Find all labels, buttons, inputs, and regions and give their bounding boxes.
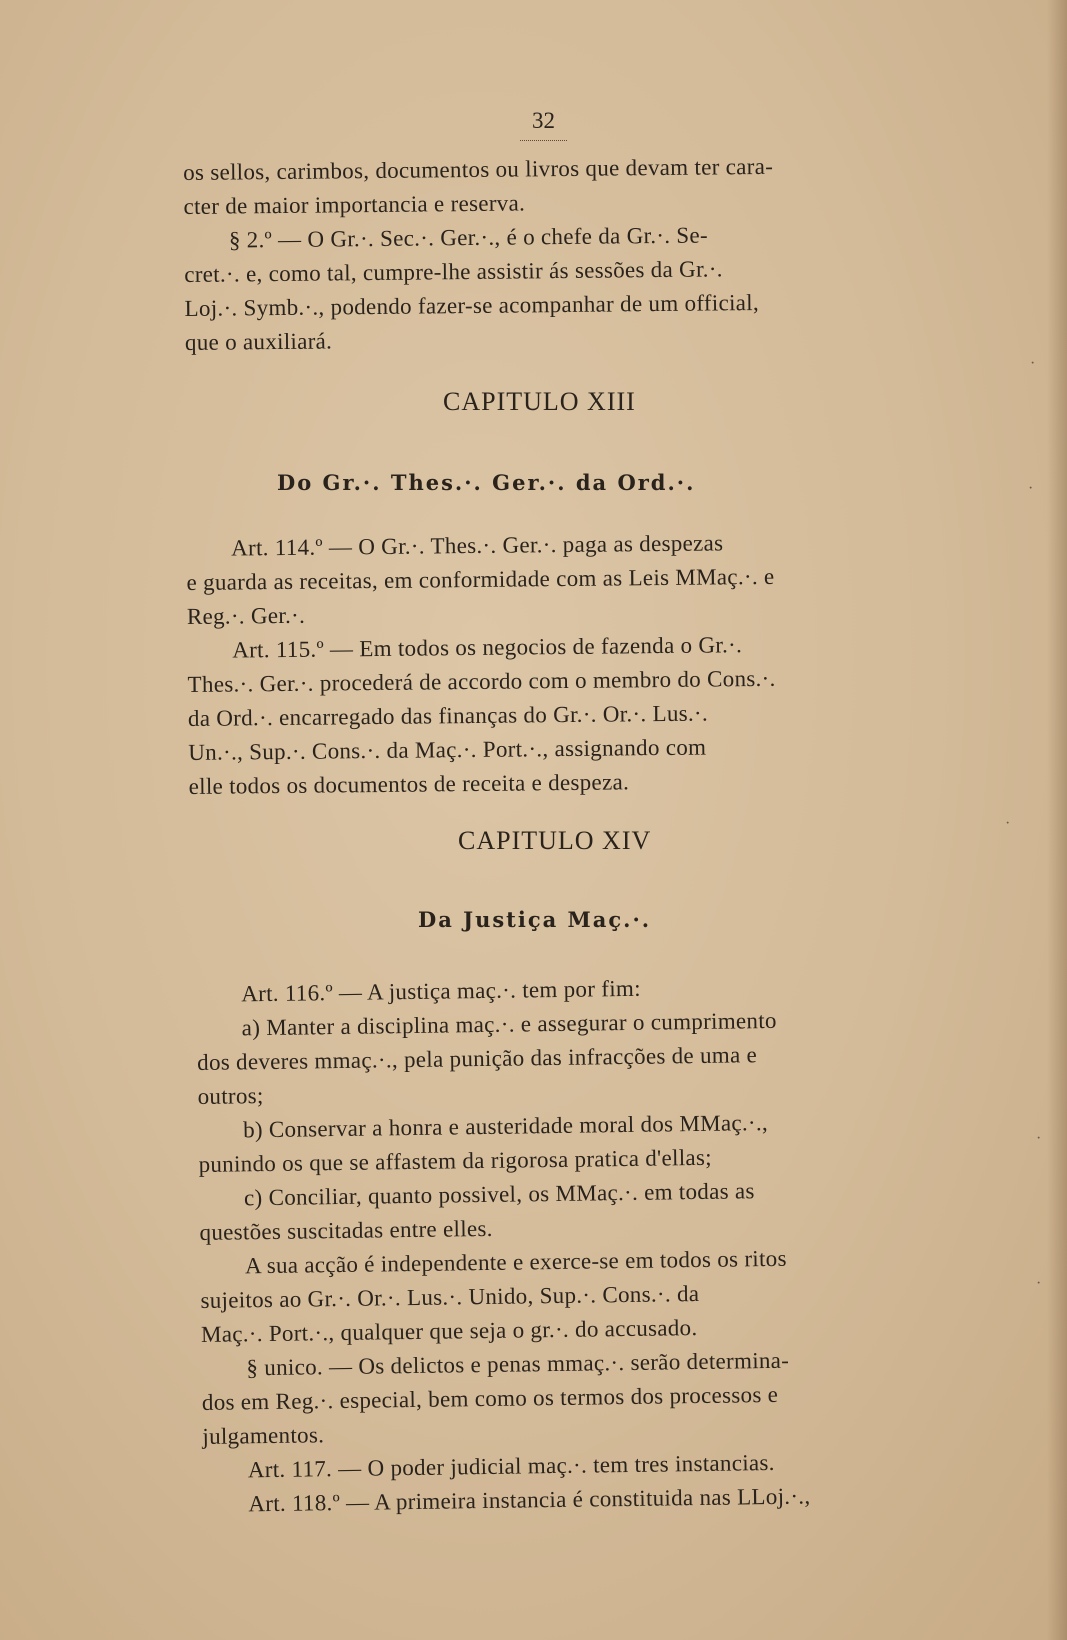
text-line: § unico. — Os delictos e penas mmaç.·. serão determina-	[246, 1347, 790, 1381]
chapter-subheading: Da Justiça Maç.·.	[418, 907, 652, 932]
margin-ink-mark: ·	[1030, 355, 1036, 372]
text-line: Maç.·. Port.·., qualquer que seja o gr.·. do accusado.	[200, 1315, 698, 1347]
text-line: dos deveres mmaç.·., pela punição das infracções de uma e	[197, 1042, 758, 1075]
text-line: Art. 117. — O poder judicial maç.·. tem tres instancias.	[247, 1449, 775, 1483]
text-line: os sellos, carimbos, documentos ou livros que devam ter cara-	[183, 153, 774, 185]
text-line: que o auxiliará.	[184, 328, 333, 355]
text-line: e guarda as receitas, em conformidade com as Leis MMaç.·. e	[186, 563, 775, 595]
chapter-heading: CAPITULO XIV	[458, 826, 652, 855]
text-line: cret.·. e, como tal, cumpre-lhe assistir ás sessões da Gr.·.	[184, 256, 723, 287]
text-line: Reg.·. Ger.·.	[186, 602, 306, 629]
text-line: questões suscitadas entre elles.	[199, 1215, 493, 1245]
text-line: dos em Reg.·. especial, bem como os termos dos processos e	[201, 1381, 779, 1415]
text-line: A sua acção é independente e exerce-se em todos os ritos	[244, 1245, 787, 1279]
chapter-heading: CAPITULO XIII	[443, 387, 636, 416]
margin-ink-mark: ·	[1028, 480, 1034, 497]
text-line: Loj.·. Symb.·., podendo fazer-se acompanhar de um official,	[184, 289, 760, 321]
margin-ink-mark: ·	[1036, 1130, 1042, 1147]
text-line: a) Manter a disciplina maç.·. e assegurar o cumprimento	[241, 1007, 777, 1041]
text-line: sujeitos ao Gr.·. Or.·. Lus.·. Unido, Sup.·. Cons.·. da	[200, 1281, 700, 1313]
text-line: Art. 115.º — Em todos os negocios de fazenda o Gr.·.	[232, 632, 743, 663]
page-number: 32	[520, 108, 567, 141]
text-line: elle todos os documentos de receita e despeza.	[188, 769, 630, 799]
text-line: c) Conciliar, quanto possivel, os MMaç.·. em todas as	[243, 1178, 755, 1211]
text-line: da Ord.·. encarregado das finanças do Gr.·. Or.·. Lus.·.	[187, 700, 709, 731]
text-line: Un.·., Sup.·. Cons.·. da Maç.·. Port.·., assignando com	[188, 734, 707, 765]
margin-ink-mark: ·	[1036, 1275, 1042, 1292]
text-line: § 2.º — O Gr.·. Sec.·. Ger.·., é o chefe da Gr.·. Se-	[228, 222, 709, 253]
text-line: julgamentos.	[202, 1422, 325, 1449]
text-line: Art. 118.º — A primeira instancia é constituida nas LLoj.·.,	[248, 1483, 811, 1517]
text-line: b) Conservar a honra e austeridade moral dos MMaç.·.,	[242, 1110, 769, 1143]
text-block-intro	[183, 148, 915, 360]
text-line: outros;	[197, 1083, 264, 1109]
text-line: punindo os que se affastem da rigorosa pratica d'ellas;	[198, 1144, 713, 1177]
text-block-chapter-13	[186, 524, 919, 804]
text-line: Art. 114.º — O Gr.·. Thes.·. Ger.·. paga as despezas	[231, 530, 724, 561]
text-line: Art. 116.º — A justiça maç.·. tem por fim:	[241, 975, 641, 1007]
margin-ink-mark: ·	[1005, 815, 1011, 832]
text-block-chapter-14	[196, 968, 934, 1522]
text-line: cter de maior importancia e reserva.	[183, 190, 526, 219]
page-edge-shadow	[1047, 0, 1067, 1640]
text-line: Thes.·. Ger.·. procederá de accordo com o membro do Cons.·.	[187, 665, 776, 697]
chapter-subheading: Do Gr.·. Thes.·. Ger.·. da Ord.·.	[277, 470, 696, 495]
